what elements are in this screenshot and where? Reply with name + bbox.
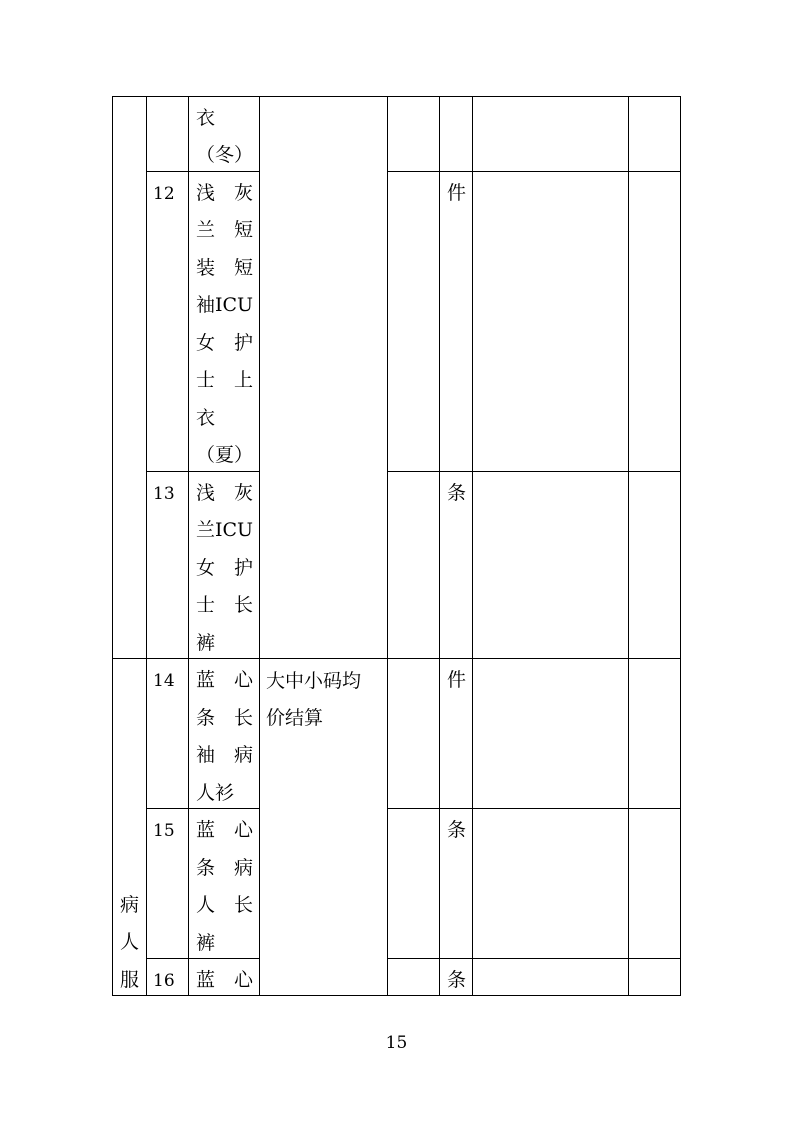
column-divider bbox=[259, 96, 260, 996]
item-name-line: 条 病 bbox=[196, 857, 254, 879]
item-unit: 条 bbox=[447, 819, 467, 841]
row-divider bbox=[387, 808, 681, 809]
item-name-line: 裤 bbox=[196, 932, 216, 954]
item-name-line: 兰ICU bbox=[196, 519, 254, 541]
category-label-line: 人 bbox=[120, 931, 140, 953]
category-label-line: 病 bbox=[120, 894, 140, 916]
column-divider bbox=[472, 96, 473, 996]
column-divider bbox=[628, 96, 629, 996]
row-divider bbox=[387, 171, 681, 172]
item-name-line: 浅 灰 bbox=[196, 182, 254, 204]
item-number: 13 bbox=[153, 484, 175, 504]
item-name-line: 蓝 心 bbox=[196, 819, 254, 841]
category-label-line: 服 bbox=[120, 969, 140, 991]
item-name-line: 袖 病 bbox=[196, 744, 254, 766]
item-unit: 条 bbox=[447, 482, 467, 504]
item-unit: 件 bbox=[447, 669, 467, 691]
item-name-line: 女 护 bbox=[196, 557, 254, 579]
product-table bbox=[112, 96, 681, 996]
item-name-line: 女 护 bbox=[196, 332, 254, 354]
item-number: 16 bbox=[153, 971, 175, 991]
item-name-line: 蓝 心 bbox=[196, 969, 254, 991]
item-unit: 件 bbox=[447, 182, 467, 204]
item-name-line: （夏） bbox=[196, 444, 254, 466]
column-divider bbox=[146, 96, 147, 996]
row-divider bbox=[387, 471, 681, 472]
page-number: 15 bbox=[385, 1033, 408, 1053]
table-border-top bbox=[112, 96, 681, 97]
item-number: 14 bbox=[153, 671, 175, 691]
column-divider bbox=[439, 96, 440, 996]
item-name-line: 衣 bbox=[196, 407, 216, 429]
item-name-line: 人衫 bbox=[196, 782, 235, 804]
table-border-right bbox=[680, 96, 681, 996]
item-name-line: 兰 短 bbox=[196, 219, 254, 241]
spec-note-line: 价结算 bbox=[266, 707, 324, 729]
item-name-line: （冬） bbox=[196, 144, 254, 166]
item-name-line: 装 短 bbox=[196, 257, 254, 279]
row-divider bbox=[387, 958, 681, 959]
item-number: 15 bbox=[153, 821, 175, 841]
item-name-line: 士 上 bbox=[196, 369, 254, 391]
item-name-line: 士 长 bbox=[196, 594, 254, 616]
item-name-line: 条 长 bbox=[196, 707, 254, 729]
spec-note-line: 大中小码均 bbox=[266, 670, 362, 692]
item-number: 12 bbox=[153, 184, 175, 204]
column-divider bbox=[387, 96, 388, 996]
item-unit: 条 bbox=[447, 969, 467, 991]
item-name-line: 浅 灰 bbox=[196, 482, 254, 504]
item-name-line: 人 长 bbox=[196, 894, 254, 916]
item-name-line: 袖ICU bbox=[196, 294, 254, 316]
item-name-line: 蓝 心 bbox=[196, 669, 254, 691]
item-name-line: 衣 bbox=[196, 107, 216, 129]
table-border-left bbox=[112, 96, 113, 996]
item-name-line: 裤 bbox=[196, 632, 216, 654]
column-divider bbox=[188, 96, 189, 996]
